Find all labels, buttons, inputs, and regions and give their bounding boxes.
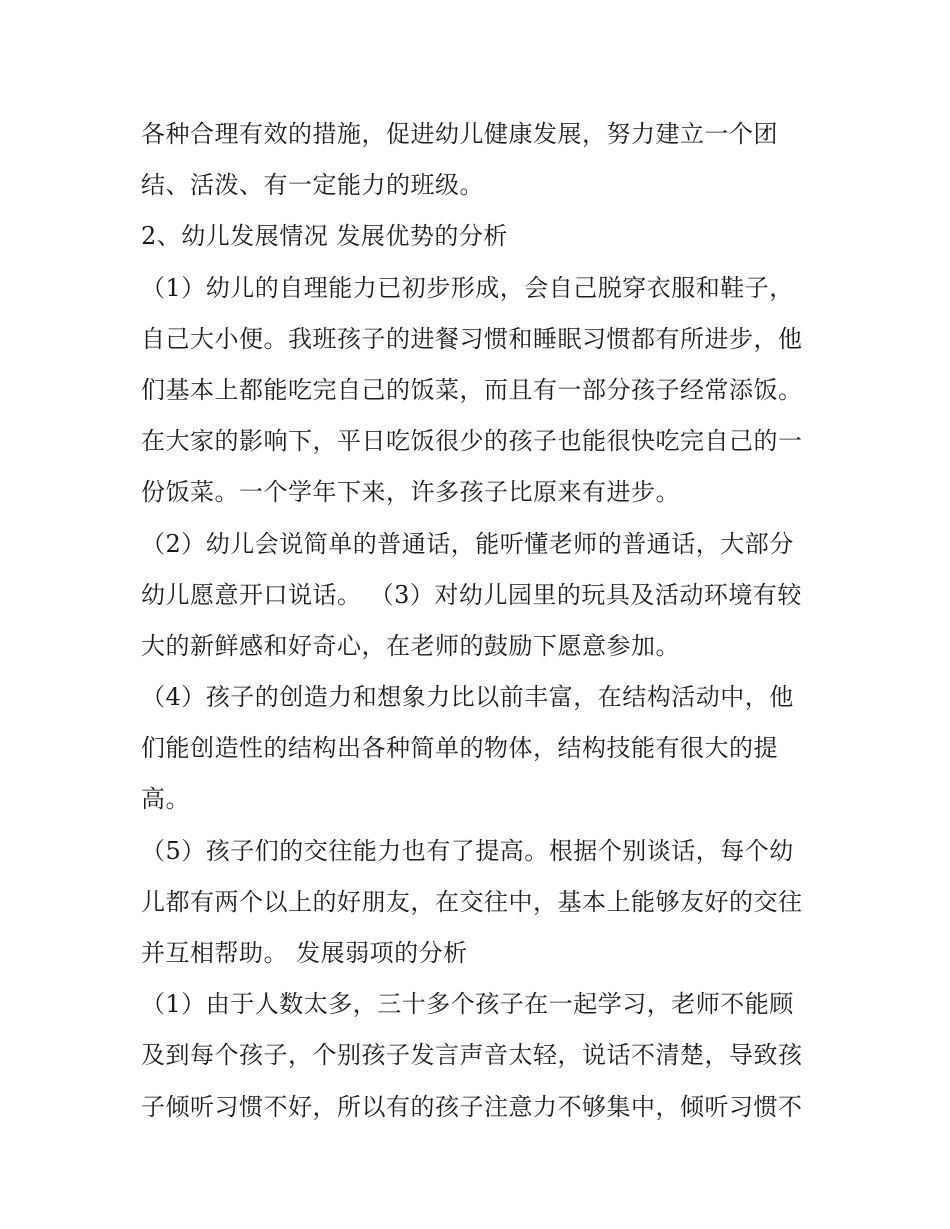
text-line: 各种合理有效的措施，促进幼儿健康发展，努力建立一个团 [141, 120, 778, 148]
text-line: 子倾听习惯不好，所以有的孩子注意力不够集中，倾听习惯不 [141, 1092, 803, 1121]
text-line: （4）孩子的创造力和想象力比以前丰富，在结构活动中，他 [141, 683, 794, 712]
text-line: 高。 [141, 785, 190, 814]
section-heading: 2、幼儿发展情况 发展优势的分析 [141, 222, 508, 251]
body-text [141, 109, 821, 1133]
text-line: 并互相帮助。 发展弱项的分析 [141, 939, 468, 967]
text-line: 幼儿愿意开口说话。 （3）对幼儿园里的玩具及活动环境有较 [141, 580, 802, 609]
text-line: （5）孩子们的交往能力也有了提高。根据个别谈话，每个幼 [141, 836, 794, 865]
text-line: 份饭菜。一个学年下来，许多孩子比原来有进步。 [141, 478, 680, 507]
text-line: （1）由于人数太多，三十多个孩子在一起学习，老师不能顾 [141, 990, 794, 1019]
text-line: 儿都有两个以上的好朋友，在交往中，基本上能够友好的交往 [141, 887, 803, 916]
text-line: （1）幼儿的自理能力已初步形成，会自己脱穿衣服和鞋子， [141, 273, 794, 302]
text-line: 大的新鲜感和好奇心，在老师的鼓励下愿意参加。 [141, 631, 680, 660]
text-line: 们基本上都能吃完自己的饭菜，而且有一部分孩子经常添饭。 [141, 375, 803, 404]
text-line: 结、活泼、有一定能力的班级。 [141, 171, 484, 200]
text-line: （2）幼儿会说简单的普通话，能听懂老师的普通话，大部分 [141, 529, 794, 558]
text-line: 自己大小便。我班孩子的进餐习惯和睡眠习惯都有所进步，他 [141, 324, 803, 353]
text-line: 及到每个孩子，个别孩子发言声音太轻，说话不清楚，导致孩 [141, 1041, 803, 1070]
text-line: 们能创造性的结构出各种简单的物体，结构技能有很大的提 [141, 734, 778, 763]
text-line: 在大家的影响下，平日吃饭很少的孩子也能很快吃完自己的一 [141, 427, 803, 456]
